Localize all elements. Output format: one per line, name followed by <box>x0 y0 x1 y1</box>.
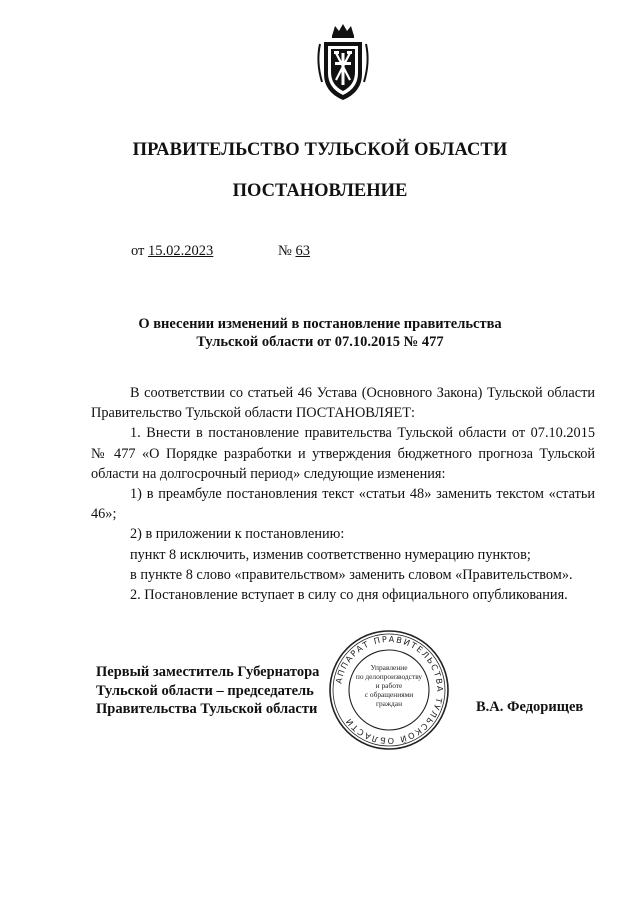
body-paragraph: В соответствии со статьей 46 Устава (Основного Закона) Тульской области Правительство Тульской области ПОСТАНОВЛЯЕТ: <box>91 385 595 422</box>
subject-line-1: О внесении изменений в постановление правительства <box>138 316 502 332</box>
signatory-name: В.А. Федорищев <box>476 699 584 715</box>
number-block <box>278 243 310 260</box>
body-paragraph: 2. Постановление вступает в силу со дня официального опубликования. <box>130 587 568 604</box>
svg-text:и работе: и работе <box>375 681 403 690</box>
signatory-position <box>96 663 319 719</box>
document-subject <box>0 315 640 351</box>
number-prefix: № <box>278 243 292 259</box>
position-line-2: Тульской области – председатель <box>96 682 314 699</box>
body-paragraph: пункт 8 исключить, изменив соответственно нумерацию пунктов; <box>130 546 531 563</box>
document-number: 63 <box>295 243 310 259</box>
document-type: ПОСТАНОВЛЕНИЕ <box>232 181 408 201</box>
body-paragraph: 1) в преамбуле постановления текст «статьи 48» заменить текстом «статьи 46»; <box>91 486 595 523</box>
svg-text:по делопроизводству: по делопроизводству <box>355 672 423 681</box>
date-prefix: от <box>131 243 145 259</box>
subject-line-2: Тульской области от 07.10.2015 № 477 <box>196 334 444 350</box>
svg-text:с обращениями: с обращениями <box>364 690 414 699</box>
document-body <box>91 383 595 605</box>
body-paragraph: в пункте 8 слово «правительством» заменить словом «Правительством». <box>130 566 573 583</box>
official-seal-stamp <box>327 628 451 752</box>
position-line-3: Правительства Тульской области <box>96 701 318 717</box>
svg-text:Управление: Управление <box>370 663 408 672</box>
government-title: ПРАВИТЕЛЬСТВО ТУЛЬСКОЙ ОБЛАСТИ <box>132 140 508 160</box>
body-paragraph: 2) в приложении к постановлению: <box>130 526 345 543</box>
body-paragraph: 1. Внести в постановление правительства Тульской области от 07.10.2015 № 477 «О Порядке разработки и утверждения бюджетного прогноза Тульской области на долгосрочный период» следующие изменения: <box>91 425 595 482</box>
svg-text:АППАРАТ ПРАВИТЕЛЬСТВА ТУЛЬСКОЙ: АППАРАТ ПРАВИТЕЛЬСТВА ТУЛЬСКОЙ ОБЛАСТИ <box>333 633 446 747</box>
date-number-line <box>131 243 310 260</box>
position-line-1: Первый заместитель Губернатора <box>96 664 320 680</box>
svg-text:граждан: граждан <box>375 699 403 708</box>
tula-region-coat-of-arms-icon <box>314 22 372 104</box>
document-date: 15.02.2023 <box>148 243 214 259</box>
